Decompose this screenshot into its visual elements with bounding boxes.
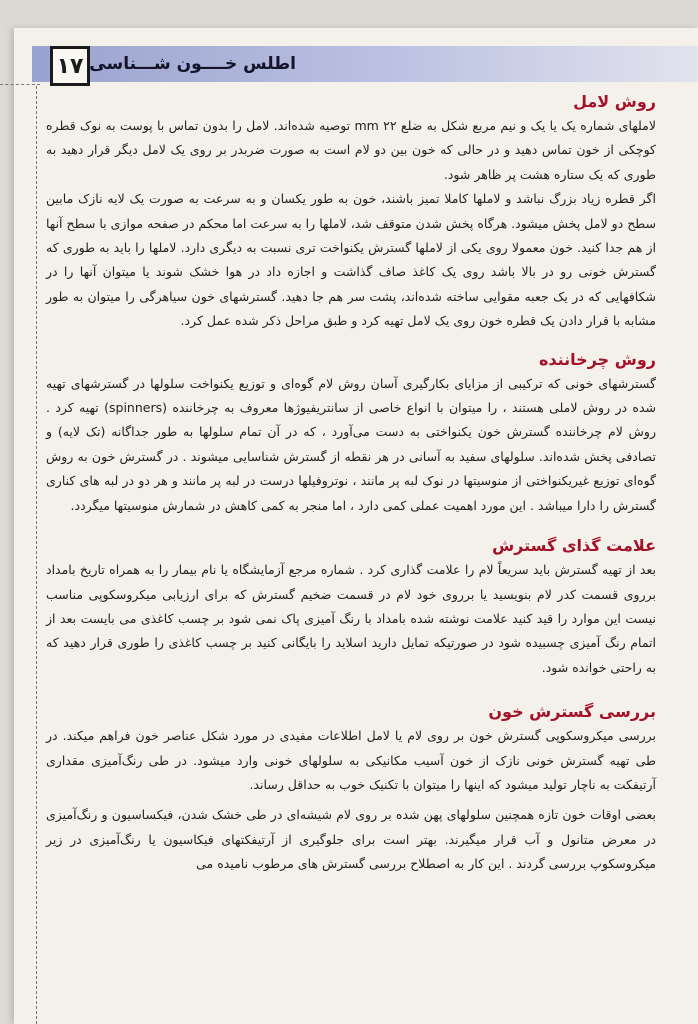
paragraph: اگر قطره زیاد بزرگ نباشد و لاملها کاملا تمیز باشند، خون به طور یکسان و به سرعت به صورت یک لایه نازک مابین سطح دو لامل پخش میشود. هرگاه پخش شدن متوقف شد، لاملها را به سرعت اما محکم در صفحه موازی با سطح آنها از هم جدا کنید. خون معمولا روی یکی از لاملها گسترش یکنواخت تری نسبت به دیگری دارد. لاملها را باید به طوری که گسترش خونی رو در بالا باشد روی یک کاغذ صاف گذاشت و اجازه داد در هوا خشک شوند یا میتوان آنها را در شکافهایی که در یک جعبه مقوایی ساخته شده‌اند، پشت سر هم جا دهید. گسترشهای خون سیاهرگی را میتوان به طور مشابه با قرار دادن یک قطره خون روی یک لامل تهیه کرد و طبق مراحل ذکر شده عمل کرد. bbox=[46, 191, 656, 329]
paragraph: بعضی اوقات خون تازه همچنین سلولهای پهن شده بر روی لام شیشه‌ای در طی خشک شدن، فیکساسیون و رنگ‌آمیزی در معرض متانول و آب قرار میگیرند. بهتر است برای جلوگیری از آرتیفکتهای فیکاسیون یا رنگ‌آمیزی در زیر میکروسکوپ بررسی گردند . این کار به اصطلاح بررسی گسترش های مرطوب نامیده می bbox=[46, 807, 656, 872]
section-heading: روش لامل bbox=[573, 92, 656, 111]
margin-rule bbox=[36, 86, 37, 1024]
paragraph: بعد از تهیه گسترش باید سریعاً لام را علامت گذاری کرد . شماره مرجع آزمایشگاه یا نام بیمار را به همراه تاریخ بامداد برروی قسمت کدر لام بنویسید یا برروی خود لام در قسمت ضخیم گسترش که برای ارزیابی میکروسکوپی مناسب نیست این موارد را قید کنید علامت نوشته شده بامداد با رنگ آمیزی پاک نمی شود بر چسب کاغذی می بایست بعد از اتمام رنگ آمیزی چسبیده شود در صورتیکه تمایل دارید اسلاید را بایگانی کنید بر چسب کاغذی را طوری قرار دهید که به راحتی خوانده شود. bbox=[46, 562, 656, 675]
section-lamel-method bbox=[46, 90, 656, 334]
paragraph: بررسی میکروسکوپی گسترش خون بر روی لام یا لامل اطلاعات مفیدی در مورد شکل عناصر خون فراهم میکند. در طی تهیه گسترش خونی نازک از خون آسیب مکانیکی به سلولهای خونی وارد میشود. در طی رنگ‌آمیزی مقداری آرتیفکت به ناچار تولید میشود که اینها را میتوان با تکنیک خوب به حداقل رساند. bbox=[46, 728, 656, 792]
section-smear-examination bbox=[46, 700, 656, 876]
section-heading: بررسی گسترش خون bbox=[488, 702, 656, 722]
paragraph: گسترشهای خونی که ترکیبی از مزایای بکارگیری آسان روش لام گوه‌ای و توزیع یکنواخت سلولها در گسترشهای تهیه شده در روش لاملی هستند ، را میتوان با انواع خاصی از سانتریفیوژها معروف به چرخاننده (spinners) تهیه کرد . روش لام چرخاننده گسترش خون یکنواختی به دست می‌آورد ، که در آن تمام سلولها به طور جداگانه (تک لایه) و تصادفی پخش شده‌اند. سلولهای سفید به آسانی در هر نقطه از گسترش شناسایی میشوند . در گسترش خون به روش گوه‌ای توزیع غیریکنواختی از منوسیتها در نوک لبه پر مانند ، نوتروفیلها درست در لبه پر مانند و هر دو در لبه های کناری گسترش را دارا میباشد . این مورد اهمیت عملی کمی دارد ، اما منجر به کمی کاهش در شمارش منوسیتها میگردد. bbox=[46, 375, 656, 513]
page-content bbox=[46, 90, 656, 877]
corner-rule bbox=[0, 84, 40, 85]
section-smear-labeling bbox=[46, 534, 656, 680]
section-heading: علامت گذای گسترش bbox=[492, 536, 656, 556]
page-number: ۱۷ bbox=[50, 46, 90, 86]
section-spinner-method bbox=[46, 348, 656, 518]
running-title: اطلس خــــون شـــناسی bbox=[89, 54, 296, 74]
paragraph: لاملهای شماره یک یا یک و نیم مربع شکل به ضلع ۲۲ mm توصیه شده‌اند. لامل را بدون تماس با پوست به نوک قطره کوچکی از خون تماس دهید و در حالی که خون بین دو لام است به صورت ضربدر بر روی یک لامل دیگر قرار دهید به طوری که یک ستاره هشت پر ظاهر شود. bbox=[46, 118, 656, 182]
section-heading: روش چرخاننده bbox=[538, 349, 656, 369]
